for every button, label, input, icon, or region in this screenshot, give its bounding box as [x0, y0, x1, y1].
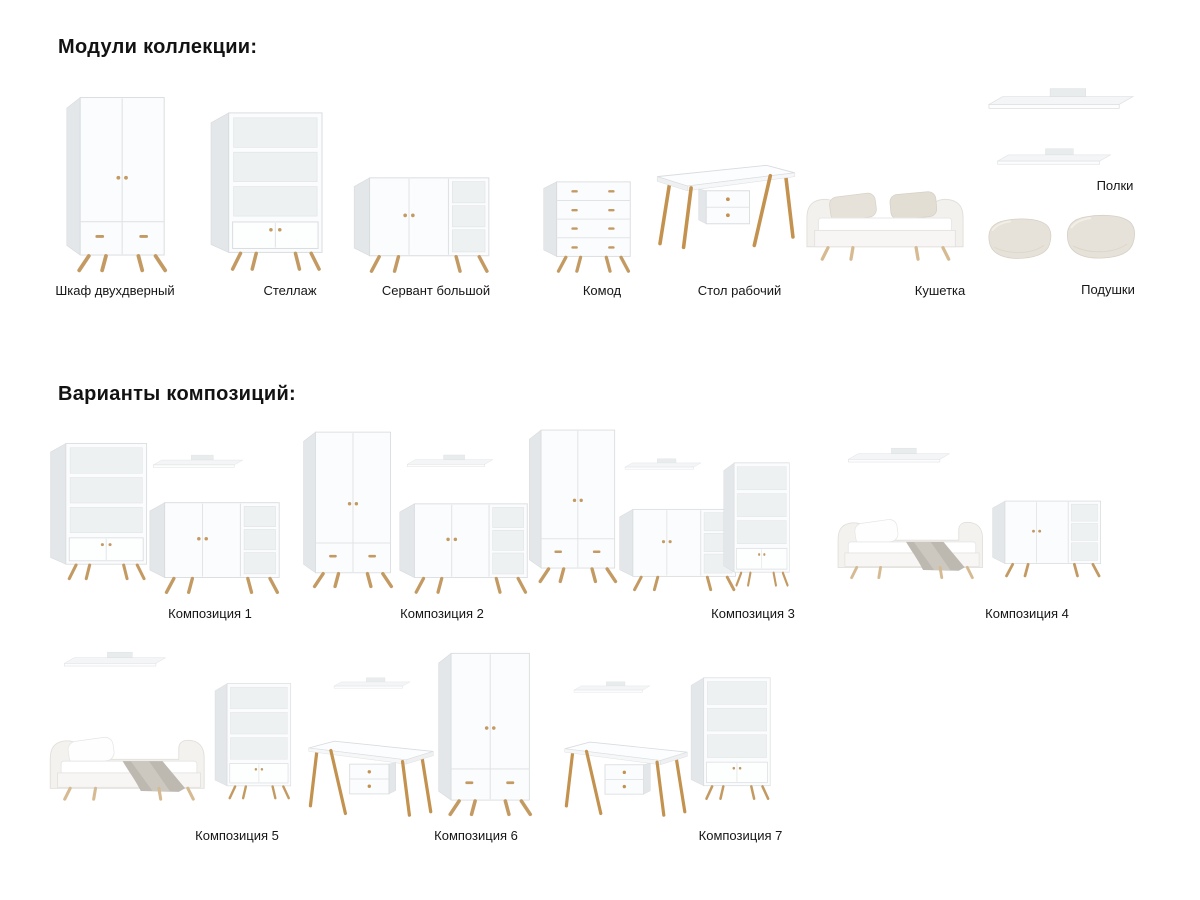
- composition-7-label: Композиция 7: [698, 828, 783, 843]
- composition-1-label: Композиция 1: [168, 606, 252, 621]
- wardrobe-illustration: [63, 90, 168, 275]
- composition-5-illustration: [41, 640, 299, 820]
- desk-illustration: [655, 154, 797, 253]
- composition-1: [40, 420, 290, 621]
- composition-4-daybed: [838, 519, 983, 578]
- module-label-pillows: Подушки: [1081, 282, 1135, 297]
- composition-5-wall-shelf: [64, 652, 165, 666]
- composition-3-label: Композиция 3: [711, 606, 795, 621]
- module-desk: [648, 85, 803, 298]
- composition-1-illustration: [40, 423, 290, 598]
- composition-6: [303, 638, 561, 843]
- composition-6-illustration: [305, 640, 560, 820]
- composition-7: [558, 638, 803, 843]
- composition-6-label: Композиция 6: [434, 828, 518, 843]
- composition-3-illustration: [524, 423, 794, 598]
- module-label-wall-shelves: Полки: [1096, 178, 1134, 193]
- composition-3: [523, 420, 795, 621]
- composition-3-wardrobe: [529, 430, 615, 581]
- modules-heading: Модули коллекции:: [58, 36, 258, 58]
- composition-2-sideboard: [399, 504, 526, 592]
- module-wall-shelves: [982, 85, 1140, 193]
- composition-7-illustration: [561, 640, 801, 820]
- compositions-heading: Варианты композиций:: [58, 383, 297, 405]
- composition-2-label: Композиция 2: [400, 606, 484, 621]
- composition-3-shelving: [724, 463, 790, 585]
- composition-3-wall-shelf: [625, 459, 701, 469]
- composition-6-desk: [308, 741, 433, 815]
- module-label-desk: Стол рабочий: [697, 283, 782, 298]
- module-label-daybed: Кушетка: [914, 283, 966, 298]
- module-shelving: [197, 85, 337, 298]
- composition-6-wall-shelf: [334, 678, 410, 688]
- module-chest: [522, 85, 652, 298]
- sideboard-illustration: [352, 174, 492, 275]
- composition-2-wardrobe: [303, 432, 391, 586]
- composition-5-label: Композиция 5: [195, 828, 279, 843]
- module-label-wardrobe: Шкаф двухдверный: [55, 283, 175, 298]
- composition-7-desk: [564, 742, 687, 815]
- module-wardrobe: [40, 85, 190, 298]
- daybed-illustration: [801, 172, 969, 263]
- composition-4-label: Композиция 4: [985, 606, 1069, 621]
- composition-5: [40, 638, 300, 843]
- wall-shelf-small-illustration: [996, 146, 1112, 170]
- composition-6-wardrobe: [438, 653, 530, 814]
- chest-illustration: [541, 178, 633, 275]
- module-pillows: [982, 198, 1140, 297]
- wall-shelf-large-illustration: [987, 85, 1135, 116]
- composition-4-sideboard: [993, 501, 1101, 576]
- composition-7-shelving: [691, 678, 770, 799]
- module-label-sideboard: Сервант большой: [381, 283, 491, 298]
- composition-2-wall-shelf: [407, 455, 493, 467]
- pillow-right-illustration: [1061, 210, 1139, 262]
- composition-2-illustration: [296, 423, 561, 598]
- composition-4-illustration: [829, 438, 1139, 598]
- composition-1-wall-shelf: [153, 455, 243, 467]
- composition-3-sideboard: [620, 509, 736, 589]
- composition-1-shelving: [51, 444, 147, 579]
- pillow-left-illustration: [983, 214, 1055, 262]
- composition-4-wall-shelf: [848, 448, 949, 462]
- composition-4: [828, 420, 1140, 621]
- module-label-shelving: Стеллаж: [263, 283, 317, 298]
- module-sideboard: [347, 85, 497, 298]
- module-label-chest: Комод: [582, 283, 622, 298]
- composition-5-daybed: [50, 736, 204, 799]
- composition-7-wall-shelf: [574, 682, 650, 692]
- module-daybed: [795, 85, 975, 298]
- composition-5-shelving: [215, 684, 291, 798]
- shelving-illustration: [208, 108, 326, 275]
- composition-1-sideboard: [150, 503, 279, 593]
